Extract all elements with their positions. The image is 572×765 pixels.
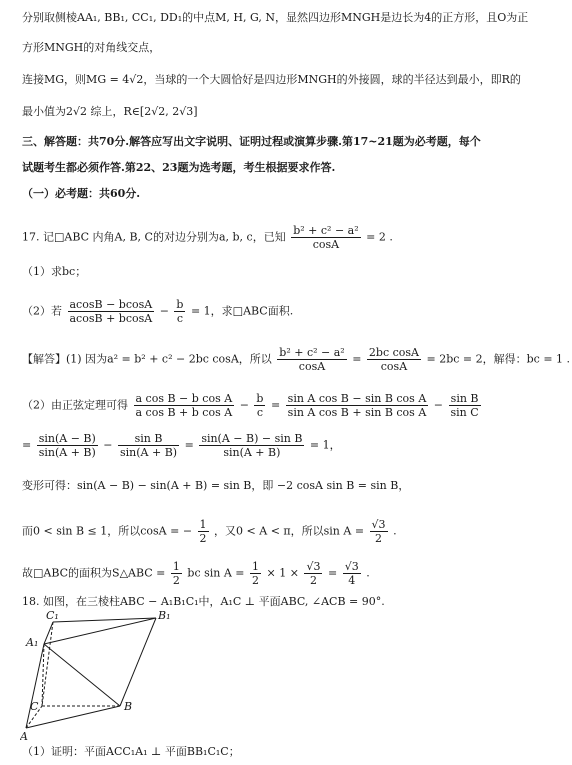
solution-lead: （2）由正弦定理可得 [22, 398, 128, 412]
text-line-4: 最小值为2√2 综上，R∈[2√2, 2√3] [22, 105, 198, 118]
fraction-numerator: acosB − bcosA [69, 298, 153, 311]
problem-18-part-1: （1）证明：平面ACC₁A₁ ⊥ 平面BB₁C₁C； [22, 745, 240, 758]
label-c: C [30, 700, 39, 713]
fraction [199, 432, 304, 459]
problem-17-statement [22, 224, 393, 251]
fraction-numerator: 2bc cosA [368, 346, 419, 359]
fraction-numerator: 1 [172, 560, 180, 573]
label-a1: A₁ [26, 636, 39, 649]
edge-a1-b [44, 644, 120, 706]
solution-step-equation [22, 432, 341, 459]
solution-lead: 【解答】(1) 因为a² = b² + c² − 2bc cosA，所以 [22, 352, 272, 366]
operator: = [270, 398, 281, 412]
part-2-lead: （2）若 [22, 304, 62, 318]
operator: − [433, 398, 443, 412]
fraction [277, 346, 346, 373]
operator: = [352, 352, 362, 366]
fraction-numerator: sin B [449, 392, 481, 406]
fraction-numerator: sin(A − B) − sin B [201, 432, 303, 445]
equation-tail: = 2 . [366, 230, 393, 244]
operator: − [159, 304, 169, 318]
text-line-1: 分别取侧棱AA₁, BB₁, CC₁, DD₁的中点M, H, G, N，显然四边形MNGH是边长为4的正方形，且O为正 [22, 11, 529, 24]
fraction-denominator: 2 [252, 574, 260, 587]
fraction [171, 560, 182, 587]
fraction-numerator: √3 [306, 560, 321, 573]
fraction [37, 432, 98, 459]
fraction-numerator: b [176, 298, 184, 311]
fraction [254, 392, 265, 419]
solution-mid: ，又0 < A < π，所以sin A = [214, 524, 365, 538]
label-a: A [20, 730, 28, 742]
solution-mid: bc sin A = [187, 566, 245, 580]
fraction [370, 518, 388, 545]
fraction [198, 518, 209, 545]
fraction-numerator: 1 [252, 560, 260, 573]
fraction [286, 392, 429, 419]
solution-lead: 故□ABC的面积为S△ABC = [22, 566, 166, 580]
solution-part-1 [22, 346, 570, 373]
fraction-denominator: sin(A + B) [223, 446, 281, 459]
fraction [68, 298, 155, 325]
fraction [250, 560, 261, 587]
fraction-numerator: b² + c² − a² [293, 224, 359, 237]
problem-17-part-1: （1）求bc； [22, 265, 87, 278]
fraction-denominator: sin A cos B + sin B cos A [287, 406, 427, 419]
solution-tail: = 2bc = 2，解得：bc = 1 . [426, 352, 571, 366]
fraction-numerator: b [256, 392, 264, 405]
fraction [291, 224, 360, 251]
fraction-denominator: a cos B + b cos A [135, 406, 233, 419]
solution-mid: × 1 × [266, 566, 299, 580]
problem-17-part-2 [22, 298, 293, 325]
operator: − [103, 438, 113, 452]
fraction-denominator: 4 [348, 574, 356, 587]
operator: = [327, 566, 338, 580]
section-heading-2: 试题考生都必须作答.第22、23题为选考题，考生根据要求作答. [22, 161, 336, 174]
fraction-denominator: cosA [312, 238, 340, 251]
operator: − [239, 398, 249, 412]
equation-tail: = 1， [309, 438, 341, 452]
operator: = [22, 438, 32, 452]
fraction-denominator: sin(A + B) [120, 446, 178, 459]
part-2-tail: = 1，求□ABC面积. [190, 304, 294, 318]
fraction [449, 392, 481, 419]
solution-tail: . [366, 566, 370, 580]
fraction-numerator: sin B [118, 432, 179, 446]
edge-b1-b [120, 618, 156, 706]
fraction [304, 560, 322, 587]
label-b: B [124, 700, 133, 713]
fraction [343, 560, 361, 587]
fraction-numerator: √3 [371, 518, 386, 531]
prism-figure [20, 610, 190, 742]
section-heading-1: 三、解答题：共70分.解答应写出文字说明、证明过程或演算步骤.第17~21题为必考题，每个 [22, 135, 481, 148]
problem-18-statement: 18. 如图，在三棱柱ABC − A₁B₁C₁中，A₁C ⊥ 平面ABC, ∠ACB = 90°. [22, 595, 385, 608]
solution-transform: 变形可得：sin(A − B) − sin(A + B) = sin B，即 −2 cosA sin B = sin B， [22, 479, 410, 492]
fraction-denominator: c [176, 312, 184, 325]
edge-a-b [26, 706, 120, 728]
fraction [174, 298, 185, 325]
fraction [118, 432, 179, 459]
fraction [134, 392, 235, 419]
fraction-numerator: sin A cos B − sin B cos A [287, 392, 427, 405]
text-line-2: 方形MNGH的对角线交点， [22, 41, 161, 54]
fraction-denominator: 2 [199, 532, 207, 545]
fraction-numerator: a cos B − b cos A [135, 392, 233, 405]
subsection-heading: （一）必考题：共60分. [22, 187, 141, 200]
fraction-numerator: sin(A − B) [38, 432, 96, 445]
fraction-numerator: b² + c² − a² [279, 346, 345, 359]
solution-lead: 而0 < sin B ≤ 1，所以cosA = − [22, 524, 193, 538]
fraction-denominator: cosA [298, 360, 326, 373]
solution-part-2 [22, 392, 483, 419]
fraction-denominator: acosB + bcosA [69, 312, 153, 325]
fraction-denominator: sin C [450, 406, 479, 419]
label-b1: B₁ [158, 610, 171, 622]
fraction-denominator: sin(A + B) [38, 446, 96, 459]
fraction-denominator: c [256, 406, 264, 419]
fraction [367, 346, 421, 373]
label-c1: C₁ [46, 610, 59, 622]
problem-17-text: 17. 记□ABC 内角A, B, C的对边分别为a, b, c，已知 [22, 230, 286, 244]
fraction-numerator: 1 [199, 518, 207, 531]
fraction-denominator: 2 [172, 574, 180, 587]
fraction-denominator: cosA [380, 360, 408, 373]
fraction-denominator: 2 [375, 532, 383, 545]
text-line-3: 连接MG，则MG = 4√2，当球的一个大圆恰好是四边形MNGH的外接圆，球的半径达到最小，即R的 [22, 73, 521, 86]
solution-tail: . [393, 524, 397, 538]
fraction-denominator: 2 [309, 574, 317, 587]
fraction-numerator: √3 [344, 560, 359, 573]
solution-cos-sin [22, 518, 397, 545]
solution-area [22, 560, 370, 587]
operator: = [184, 438, 194, 452]
